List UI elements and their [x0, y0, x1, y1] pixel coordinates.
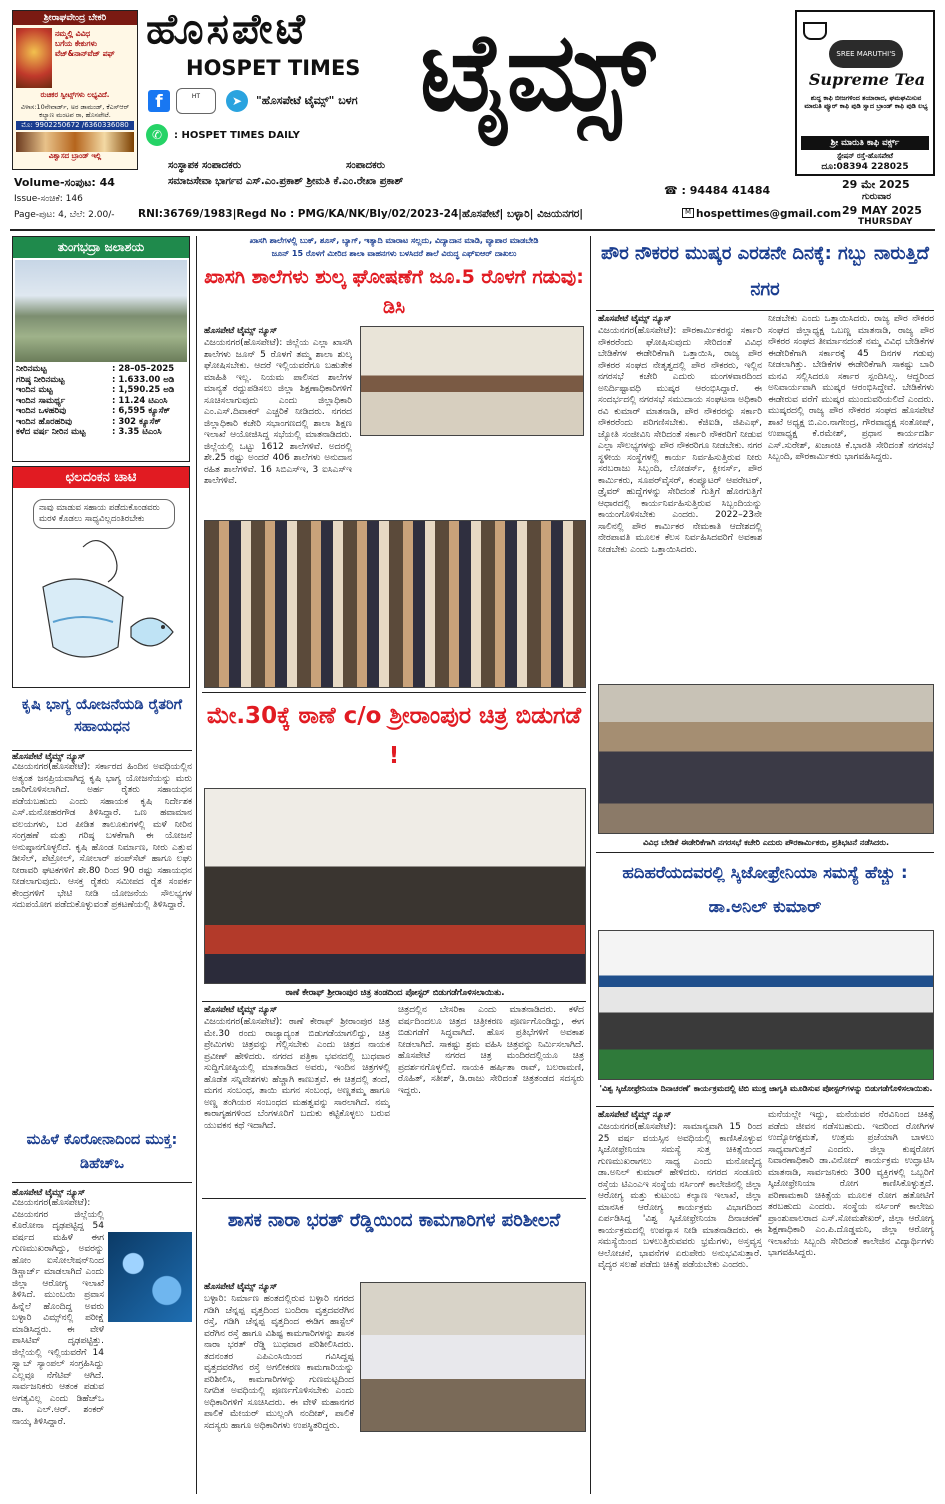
virus-image: [108, 1232, 192, 1322]
corona-article: [12, 1128, 192, 1494]
pourakarmika-byline: ಹೊಸಪೇಟೆ ಟೈಮ್ಸ್ ನ್ಯೂಸ್: [598, 314, 672, 324]
hospet-times-logo-icon: HT: [176, 88, 216, 114]
page-price: Page-ಪುಟ: 4, ಬೆಲೆ: 2.00/-: [14, 210, 115, 220]
headline-rule: [12, 1182, 192, 1183]
article-rule: [202, 1198, 586, 1199]
strike-photo: [598, 684, 934, 834]
day-english: THURSDAY: [858, 217, 913, 227]
article-rule: [202, 692, 586, 693]
tea-ad-brand: Supreme Tea: [808, 70, 926, 89]
cartoon-box: [12, 466, 190, 688]
school-byline: ಹೊಸಪೇಟೆ ಟೈಮ್ಸ್ ನ್ಯೂಸ್: [204, 326, 278, 336]
bakery-ad-line: ನಮ್ಮಲ್ಲಿ ವಿವಿಧ: [55, 29, 91, 38]
cartoon-title: ಛಲದಂಕನ ಚಾಟಿ: [13, 467, 189, 488]
pourakarmika-body-left: ವಿಜಯನಗರ(ಹೊಸಪೇಟೆ): ಪೌರಕಾರ್ಮಿಕರನ್ನು ಸರ್ಕಾರಿ ನೌಕರರೆಂದು ಘೋಷಿಸುವುದು ಸೇರಿದಂತೆ ವಿವಿಧ ಬೇಡಿಕೆಗಳ ಈಡೇರಿಕೆಗಾಗಿ ಒತ್ತಾಯಿಸಿ, ರಾಜ್ಯ ಪೌರ ನೌಕರರ ಸಂಘದ ನೇತೃತ್ವದಲ್ಲಿ ಪೌರ ನೌಕರರು, ಇಲ್ಲಿನ ನಗರಸಭೆ ಕಚೇರಿ ಎದುರು ಮಂಗಳವಾರದಿಂದ ಅನಿರ್ದಿಷ್ಟಾವಧಿ ಮುಷ್ಕರ ಆರಂಭಿಸಿದ್ದಾರೆ. ಈ ಸಂದರ್ಭದಲ್ಲಿ ನಗರಸಭೆ ಸಮುದಾಯ ಸಂಘಟನಾ ಅಧಿಕಾರಿ ರವಿ ಕುಮಾರ್ ಮಾತನಾಡಿ, ಪೌರ ನೌಕರರನ್ನು ಸರ್ಕಾರಿ ನೌಕರರೆಂದು ಪರಿಗಣಿಸಬೇಕು. ಕೆಜಿಐಡಿ, ಜಿಪಿಎಫ್, ಜ್ಯೋತಿ ಸಂಜೀವಿನಿ ಸೇರಿದಂತೆ ಸರ್ಕಾರಿ ನೌಕರರಿಗೆ ನೀಡುವ ಎಲ್ಲಾ ಸೌಲಭ್ಯಗಳನ್ನು ಪೌರ ನೌಕರರಿಗೂ ನೀಡಬೇಕು. ನಗರ ಸ್ಥಳೀಯ ಸಂಸ್ಥೆಗಳಲ್ಲಿ ಕಾರ್ಯ ನಿರ್ವಹಿಸುತ್ತಿರುವ ನೀರು ಸರಬರಾಜು ಸಿಬ್ಬಂದಿ, ಲೋಡರ್ಸ್, ಕ್ಲೀನರ್ಸ್, ಪೌರ ಕಾರ್ಮಿಕರು, ಸೂಪರ್‌ವೈಸರ್, ಕಂಪ್ಯೂಟರ್ ಆಪರೇಟರ್, ಡ್ರೈವರ್ ಹುದ್ದೆಗಳನ್ನು ಸೇರಿದಂತೆ ಗುತ್ತಿಗೆ ಹೊರಗುತ್ತಿಗೆ ಆಧಾರದಲ್ಲಿ ಕಾರ್ಯನಿರ್ವಹಿಸುತ್ತಿರುವ ಸಿಬ್ಬಂದಿಯನ್ನು ಕಾಯಂಗೊಳಿಸಬೇಕು ಎಂದರು. 2022–23ನೇ ಸಾಲಿನಲ್ಲಿ ಪೌರ ಕಾರ್ಮಿಕರ ನೇಮಕಾತಿ ಆದೇಶದಲ್ಲಿ ನೇರಪಾವತಿ ಮೂಲಕ ಕೆಲಸ ನಿರ್ವಹಿಸಿದವರಿಗೆ ಅವಕಾಶ ನೀಡಬೇಕು ಎಂದು ಒತ್ತಾಯಿಸಿದರು.: [598, 326, 762, 555]
mla-inspection-photo: [360, 1282, 586, 1432]
schizo-body-left: ವಿಜಯನಗರ(ಹೊಸಪೇಟೆ): ಸಾಮಾನ್ಯವಾಗಿ 15 ರಿಂದ 25 ವರ್ಷ ವಯಸ್ಸಿನ ಅವಧಿಯಲ್ಲಿ ಕಾಣಿಸಿಕೊಳ್ಳುವ ಸ್ಕಿಜೋಫ್ರೇನಿಯಾ ಸಮಸ್ಯೆ ಸುತ್ತ ಚಿಕಿತ್ಸೆಯಿಂದ ಗುಣಮುಖರಾಗಲು ಸಾಧ್ಯ ಎಂದು ಮನೋವೈದ್ಯ ಡಾ.ಅನಿಲ್ ಕುಮಾರ್ ಹೇಳಿದರು. ನಗರದ ಸಂಡೂರು ರಸ್ತೆಯ ಟಿಎಂಎಇ ಸಂಸ್ಥೆಯ ನರ್ಸಿಂಗ್ ಕಾಲೇಜಿನಲ್ಲಿ ಜಿಲ್ಲಾ ಆರೋಗ್ಯ ಮತ್ತು ಕುಟುಂಬ ಕಲ್ಯಾಣ ಇಲಾಖೆ, ಜಿಲ್ಲಾ ಮಾನಸಿಕ ಆರೋಗ್ಯ ಕಾರ್ಯಕ್ರಮ ವಿಭಾಗದಿಂದ ಏರ್ಪಡಿಸಿದ್ದ 'ವಿಶ್ವ ಸ್ಕಿಜೋಫ್ರೇನಿಯಾ ದಿನಾಚರಣೆ' ಕಾರ್ಯಕ್ರಮದಲ್ಲಿ ಉಪನ್ಯಾಸ ನೀಡಿ ಮಾತನಾಡಿದರು. ಈ ಸಮಸ್ಯೆಯಿಂದ ಬಳಲುತ್ತಿರುವವರು ಭ್ರಮೆಗಳು, ಅಸ್ತವ್ಯಸ್ತ ಆಲೋಚನೆ, ಭಾವನೆಗಳ ಏರುಪೇರು ಅನುಭವಿಸುತ್ತಾರೆ. ವೈದ್ಯರ ಸಲಹೆ ಪಡೆದು ಚಿಕಿತ್ಸೆ ಪಡೆಯಬೇಕು ಎಂದರು.: [598, 1122, 762, 1270]
whatsapp-icon[interactable]: ✆: [146, 124, 168, 146]
masthead-title-english: HOSPET TIMES: [186, 56, 361, 80]
column-rule: [196, 236, 197, 1494]
schizo-event-photo: [598, 930, 934, 1080]
schizo-caption: 'ವಿಶ್ವ ಸ್ಕಿಜೋಫ್ರೇನಿಯಾ ದಿನಾಚರಣೆ' ಕಾರ್ಯಕ್ರಮದಲ್ಲಿ ಟಿಬಿ ಮುಕ್ತ ಜಾಗೃತಿ ಮೂಡಿಸುವ ಪೋಸ್ಟರ್‌ಗಳನ್ನು ಬಿಡುಗಡೆಗೊಳಿಸಲಾಯಿತು.: [599, 1084, 933, 1093]
film-byline: ಹೊಸಪೇಟೆ ಟೈಮ್ಸ್ ನ್ಯೂಸ್: [204, 1005, 278, 1015]
dam-row-label: ನೀರಿನಮಟ್ಟ: [16, 364, 47, 374]
school-meeting-photo: [204, 520, 586, 688]
cartoon-caption: ನಾವು ಮಾಡುವ ಸಹಾಯ ಪಡೆದುಕೊಂಡವರು ಮರಳಿ ಕೊಡಲು ಸಾಧ್ಯವಿಲ್ಲದಂತಿರಬೇಕು: [33, 499, 175, 529]
day-kannada: ಗುರುವಾರ: [862, 192, 892, 202]
cake-image: [16, 132, 134, 152]
school-meeting-photo-small: [360, 326, 584, 436]
film-body-left: ವಿಜಯನಗರ(ಹೊಸಪೇಟೆ): ಠಾಣೆ ಕೇರಾಫ್ ಶ್ರೀರಾಂಪುರ ಚಿತ್ರ ಮೇ.30 ರಂದು ರಾಜ್ಯಾದ್ಯಂತ ಬಿಡುಗಡೆಯಾಗಲಿದ್ದು, ಚಿತ್ರ ಪ್ರೇಮಿಗಳು ಚಿತ್ರವನ್ನು ಗೆಲ್ಲಿಸಬೇಕು ಎಂದು ಚಿತ್ರದ ನಾಯಕ ಪ್ರವೀಣ್ ಹೇಳಿದರು. ನಗರದ ಪತ್ರಿಕಾ ಭವನದಲ್ಲಿ ಬುಧವಾರ ಸುದ್ದಿಗೋಷ್ಠಿಯಲ್ಲಿ ಮಾತನಾಡಿದ ಅವರು, ಇಂದಿನ ಚಿತ್ರಗಳಲ್ಲಿ ಹೊಡೆತ ಸನ್ನಿವೇಶಗಳು ಹೆಚ್ಚಾಗಿ ಕಾಣುತ್ತವೆ. ಈ ಚಿತ್ರದಲ್ಲಿ ತಂದೆ, ಮಗನ ಸಂಬಂಧ, ತಾಯಿ ಮಗನ ಸಂಬಂಧ, ಅಣ್ಣತಮ್ಮ ಹಾಗೂ ಅಣ್ಣ ತಂಗಿಯರ ಸಂಬಂಧದ ಮಹತ್ವವನ್ನು ಸಾರಲಾಗಿದೆ. ನಮ್ಮ ಕಾರಾಗೃಹಗಳಿಂದ ಬೆಂಗಳೂರಿಗೆ ಬದುಕು ಕಟ್ಟಿಕೊಳ್ಳಲು ಬರುವ ಯುವಕನ ಕಥೆ ಇದಾಗಿದೆ.: [204, 1017, 390, 1131]
corona-byline: ಹೊಸಪೇಟೆ ಟೈಮ್ಸ್ ನ್ಯೂಸ್: [12, 1188, 86, 1198]
corona-body: ವಿಜಯನಗರ(ಹೊಸಪೇಟೆ): ವಿಜಯನಗರ ಜಿಲ್ಲೆಯಲ್ಲಿ ಕೊರೋನಾ ದೃಢಪಟ್ಟಿದ್ದ 54 ವರ್ಷದ ಮಹಿಳೆ ಈಗ ಗುಣಮುಖರಾಗಿದ್ದು, ಅವರನ್ನು ಹೋಂ ಐಸೋಲೇಷನ್‌ನಿಂದ ಡಿಸ್ಚಾರ್ಜ್ ಮಾಡಲಾಗಿದೆ ಎಂದು ಜಿಲ್ಲಾ ಆರೋಗ್ಯ ಇಲಾಖೆ ತಿಳಿಸಿದೆ. ಮುಂಬಯಿ ಪ್ರವಾಸ ಹಿನ್ನೆಲೆ ಹೊಂದಿದ್ದ ಅವರು ಬಳ್ಳಾರಿ ವಿಮ್ಸ್‌ನಲ್ಲಿ ಪರೀಕ್ಷೆ ಮಾಡಿಸಿದ್ದರು. ಈ ವೇಳೆ ಪಾಸಿಟಿವ್ ದೃಢಪಟ್ಟಿತ್ತು. ಜಿಲ್ಲೆಯಲ್ಲಿ ಇಲ್ಲಿಯವರೆಗೆ 14 ಸ್ವ್ಯಾಬ್ ಸ್ಯಾಂಪಲ್ ಸಂಗ್ರಹಿಸಿದ್ದು ಎಲ್ಲವೂ ನೆಗೆಟಿವ್ ಆಗಿದೆ. ಸಾರ್ವಜನಿಕರು ಆತಂಕ ಪಡುವ ಅಗತ್ಯವಿಲ್ಲ ಎಂದು ಡಿಹೆಚ್‌ಒ ಡಾ. ಎಲ್.ಆರ್. ಶಂಕರ್ ನಾಯ್ಕ ತಿಳಿಸಿದ್ದಾರೆ.: [12, 1198, 104, 1427]
dam-row-value: : 6,595 ಕ್ಯೂಸೆಕ್: [112, 406, 171, 416]
dam-row: [16, 375, 186, 386]
editor-label: ಸಂಪಾದಕರು: [346, 160, 386, 171]
bakery-ad-phone: ಮೊ: 9902250672 /6360336080: [16, 121, 134, 130]
tea-ad-desc: ಶುದ್ಧ ಕಾಫಿ ಬೀಜಗಳಿಂದ ತಯಾರಾದ, ಘಮಘಮಿಸುವ ಮಾರುತಿ ಪ್ಯೂರ್ ಕಾಫಿ ಪುಡಿ ಸ್ವಾದ ಬ್ರಾಂಡ್ ಕಾಫಿ ಪುಡಿ ಲಭ್ಯ: [804, 94, 928, 110]
headline-rule: [12, 750, 192, 751]
cartoon-drawing: [13, 527, 189, 687]
editor-names: ಸಮಾಜಸೇವಾ ಭಾರ್ಗವ ಎಸ್.ಎಂ.ಪ್ರಕಾಶ್ ಶ್ರೀಮತಿ ಕೆ.ಎಂ.ರೇಖಾ ಪ್ರಕಾಶ್: [168, 176, 404, 187]
mla-byline: ಹೊಸಪೇಟೆ ಟೈಮ್ಸ್ ನ್ಯೂಸ್: [204, 1282, 278, 1292]
issue: Issue-ಸಂಚಿಕೆ: 146: [14, 194, 83, 204]
telegram-icon[interactable]: ➤: [226, 90, 248, 112]
masthead-divider: [10, 229, 935, 231]
bakery-ad-address: ವಿಳಾಸ:10ನೇವಾರ್ಡ್, ಅರ ಡಾಮಂಡ್, ಕೆಎಸ್ಆರ್ ಕಲ್ಯಾಣ ಮಂಟಪ ರಾ, ಹೊಸಪೇಟೆ.: [20, 103, 130, 119]
article-rule: [596, 1106, 934, 1107]
corona-headline: ಮಹಿಳೆ ಕೊರೋನಾದಿಂದ ಮುಕ್ತ: ಡಿಹೆಚ್‌ಒ: [26, 1132, 178, 1172]
column-rule: [590, 236, 591, 1494]
dam-row-value: : 28–05–2025: [112, 364, 175, 374]
social-handle: "ಹೊಸಪೇಟೆ ಟೈಮ್ಸ್" ಬಳಗ: [256, 94, 358, 107]
article-rule: [596, 852, 934, 853]
krishi-byline: ಹೊಸಪೇಟೆ ಟೈಮ್ಸ್ ನ್ಯೂಸ್: [12, 752, 86, 762]
dam-row-value: : 1.633.00 ಅಡಿ: [112, 374, 175, 385]
bakery-ad-title: ಶ್ರೀರಾಘವೇಂದ್ರ ಬೇಕರಿ: [13, 11, 137, 25]
whatsapp-handle: : HOSPET TIMES DAILY: [174, 130, 300, 141]
tea-cup-icon: [803, 22, 827, 40]
tea-ad-brand-top: SREE MARUTHI'S: [829, 40, 903, 68]
dam-row-value: : 302 ಕ್ಯೂಸೆಕ್: [112, 416, 161, 427]
schizo-byline: ಹೊಸಪೇಟೆ ಟೈಮ್ಸ್ ನ್ಯೂಸ್: [598, 1110, 672, 1120]
dam-row: [16, 385, 186, 396]
tea-ad: [795, 10, 935, 176]
dam-row-label: ಗರಿಷ್ಠ ನೀರಿನಮಟ್ಟ: [16, 374, 65, 385]
film-poster-photo: [204, 788, 586, 984]
bakery-ad: [12, 10, 138, 170]
bakery-ad-line: ವೆಜ್&ನಾನ್‌ವೆಜ್ ಪಫ್: [55, 49, 115, 58]
school-headline: ಖಾಸಗಿ ಶಾಲೆಗಳು ಶುಲ್ಕ ಘೋಷಣೆಗೆ ಜೂ.5 ರೊಳಗೆ ಗಡುವು: ಡಿಸಿ: [204, 266, 584, 318]
tea-ad-address: ಸ್ಟೇಷನ್ ರಸ್ತೆ-ಹೊಸಪೇಟೆ: [836, 152, 894, 160]
school-kicker: ಖಾಸಗಿ ಶಾಲೆಗಳಲ್ಲಿ ಬುಕ್, ಶೂಸ್, ಬ್ಯಾಗ್, ಇತ್ಯಾದಿ ಮಾರಾಟ ಸಲ್ಲದು, ವಿದ್ಯಾದಾನ ಮಾಡಿ, ವ್ಯಾಪಾರ ಮಾಡಬೇಡಿ: [249, 236, 539, 245]
founder-label: ಸಂಸ್ಥಾಪಕ ಸಂಪಾದಕರು: [168, 160, 242, 171]
dam-row-label: ಇಂದಿನ ಸಾಮರ್ಥ್ಯ: [16, 395, 66, 406]
dam-table: [13, 364, 189, 438]
facebook-icon[interactable]: f: [148, 90, 170, 112]
strike-caption: ವಿವಿಧ ಬೇಡಿಕೆ ಈಡೇರಿಕೆಗಾಗಿ ನಗರಸಭೆ ಕಚೇರಿ ಎದುರು ಪೌರಕಾರ್ಮಿಕರು, ಪ್ರತಿಭಟನೆ ನಡೆಸಿದರು.: [643, 838, 889, 847]
volume: Volume-ಸಂಪುಟ: 44: [14, 176, 115, 189]
dam-row: [16, 417, 186, 428]
film-caption: ಠಾಣೆ ಕೇರಾಫ್ ಶ್ರೀರಾಂಪುರ ಚಿತ್ರ ತಂಡದಿಂದ ಪೋಸ್ಟರ್ ಬಿಡುಗಡೆಗೊಳಿಸಲಾಯಿತು.: [285, 988, 505, 998]
krishi-body: ವಿಜಯನಗರ(ಹೊಸಪೇಟೆ): ಸರ್ಕಾರದ ಹಿಂದಿನ ಅವಧಿಯಲ್ಲಿನ ಅತ್ಯಂತ ಜನಪ್ರಿಯವಾಗಿದ್ದ ಕೃಷಿ ಭಾಗ್ಯ ಯೋಜನೆಯನ್ನು ಮರು ಜಾರಿಗೊಳಿಸಲಾಗಿದೆ. ಅರ್ಹ ರೈತರು ಸಹಾಯಧನ ಪಡೆಯಬಹುದು ಎಂದು ಸಹಾಯಕ ಕೃಷಿ ನಿರ್ದೇಶಕ ಎಸ್.ಮನೋಹರಗೌಡ ತಿಳಿಸಿದ್ದಾರೆ. ಒಣ ಹವಾಮಾನ ವಲಯಗಳು, ಬರ ಪೀಡಿತ ತಾಲೂಕುಗಳಲ್ಲಿ ಮಳೆ ನೀರಿನ ಸಂಗ್ರಹಣೆ ಮತ್ತು ಗರಿಷ್ಠ ಬಳಕೆಗಾಗಿ ಈ ಯೋಜನೆ ಅನುಷ್ಠಾನಗೊಳ್ಳಲಿದೆ. ಕೃಷಿ ಹೊಂಡ ನಿರ್ಮಾಣ, ನೀರು ಎತ್ತುವ ಡೀಸೆಲ್, ಪೆಟ್ರೋಲ್, ಸೋಲಾರ್ ಪಂಪ್‌ಸೆಟ್ ಹಾಗೂ ಲಘು ನೀರಾವರಿ ಘಟಕಗಳಿಗೆ ಶೇ.80 ರಿಂದ 90 ರಷ್ಟು ಸಹಾಯಧನ ನೀಡಲಾಗುವುದು. ಆಸಕ್ತ ರೈತರು ಸಮೀಪದ ರೈತ ಸಂಪರ್ಕ ಕೇಂದ್ರಗಳಿಗೆ ಭೇಟಿ ನೀಡಿ ಯೋಜನೆಯ ಸೌಲಭ್ಯಗಳ ಸದುಪಯೋಗ ಪಡೆದುಕೊಳ್ಳುವಂತೆ ಪ್ರಕಟಣೆಯಲ್ಲಿ ತಿಳಿಸಿದ್ದಾರೆ.: [12, 762, 192, 910]
krishi-article: [12, 694, 192, 1124]
headline-rule: [596, 310, 934, 311]
dam-photo: [15, 260, 187, 362]
film-body-right: ಚಿತ್ರದಲ್ಲಿನ ಬೇಸರಿಕಾ ಎಂದು ಮಾತನಾಡಿದರು. ಕಳೆದ ವರ್ಷದಿಂದಲೂ ಚಿತ್ರದ ಚಿತ್ರೀಕರಣ ಪೂರ್ಣಗೊಂಡಿದ್ದು, ಈಗ ಬಿಡುಗಡೆಗೆ ಸಿದ್ಧವಾಗಿದೆ. ಹೊಸ ಪ್ರತಿಭೆಗಳಿಗೆ ಅವಕಾಶ ನೀಡಲಾಗಿದೆ. ಸಾಕಷ್ಟು ಶ್ರಮ ವಹಿಸಿ ಚಿತ್ರವನ್ನು ನಿರ್ಮಿಸಲಾಗಿದೆ. ಹೊಸಪೇಟೆ ನಗರದ ಚಿತ್ರ ಮಂದಿರದಲ್ಲಿಯೂ ಚಿತ್ರ ಪ್ರದರ್ಶನಗೊಳ್ಳಲಿದೆ. ನಾಯಕಿ ಹರ್ಷಿತಾ ರಾವ್, ಬಲರಾಮಣಿ, ರೊಹಿತ್, ಸತೀಶ್, ಡಿ.ರಾಜು ಸೇರಿದಂತೆ ಚಿತ್ರತಂಡದ ಸದಸ್ಯರು ಇದ್ದರು.: [398, 1005, 584, 1096]
tea-ad-phone: ದೂ:08394 228025: [821, 162, 909, 172]
mla-headline: ಶಾಸಕ ನಾರಾ ಭರತ್ ರೆಡ್ಡಿಯಿಂದ ಕಾಮಗಾರಿಗಳ ಪರಿಶೀಲನೆ: [227, 1210, 561, 1231]
dam-row-label: ಇಂದಿನ ಮಟ್ಟ: [16, 385, 53, 395]
schizo-body-right: ಮನೆಯಲ್ಲೇ ಇದ್ದು, ಮನೆಯವರ ನೆರವಿನಿಂದ ಚಿಕಿತ್ಸೆ ಪಡೆದು ಜೀವನ ನಡೆಸಬಹುದು. ಇದರಿಂದ ರೋಗಿಗಳ ಉದ್ಯೋಗಕ್ಷಮತೆ, ಉತ್ತಮ ಪ್ರಜೆಯಾಗಿ ಬಾಳಲು ಸಾಧ್ಯವಾಗುತ್ತದೆ ಎಂದರು. ಜಿಲ್ಲಾ ಕುಷ್ಠರೋಗ ನಿವಾರಣಾಧಿಕಾರಿ ಡಾ.ವಿನೋದ್ ಕಾರ್ಯಕ್ರಮ ಉದ್ಘಾಟಿಸಿ ಮಾತನಾಡಿ, ಸಾರ್ವಜನಿಕರು 300 ವ್ಯಕ್ತಿಗಳಲ್ಲಿ ಒಬ್ಬರಿಗೆ ಸ್ಕಿಜೋಫ್ರೇನಿಯಾ ರೋಗ ಕಾಣಿಸಿಕೊಳ್ಳುತ್ತದೆ. ಪರಿಣಾಮಕಾರಿ ಚಿಕಿತ್ಸೆಯ ಮೂಲಕ ರೋಗ ಹತೋಟಿಗೆ ತರಬಹುದು ಎಂದರು. ಸಂಸ್ಥೆಯ ನರ್ಸಿಂಗ್ ಕಾಲೇಜು ಪ್ರಾಂಶುಪಾಲರಾದ ಎಸ್.ಸೋಮಶೇಖರ್, ಜಿಲ್ಲಾ ಆರೋಗ್ಯ ಶಿಕ್ಷಣಾಧಿಕಾರಿ ಎಂ.ಪಿ.ದೊಡ್ಡಮನಿ, ಜಿಲ್ಲಾ ಆರೋಗ್ಯ ಇಲಾಖೆಯ ಸಿಬ್ಬಂದಿ ಸೇರಿದಂತೆ ಕಾಲೇಜಿನ ವಿದ್ಯಾರ್ಥಿಗಳು ಭಾಗವಹಿಸಿದ್ದರು.: [768, 1110, 934, 1258]
registration-line: RNI:36769/1983|Regd No : PMG/KA/NK/Bly/02/2023-24|ಹೊಸಪೇಟೆ| ಬಳ್ಳಾರಿ| ವಿಜಯನಗರ|: [138, 208, 584, 220]
deity-image: [16, 28, 52, 88]
dam-row-label: ಇಂದಿನ ಹೊರಹರಿವು: [16, 416, 72, 427]
dam-row: [16, 406, 186, 417]
dam-row: [16, 427, 186, 438]
school-body: ವಿಜಯನಗರ(ಹೊಸಪೇಟೆ): ಜಿಲ್ಲೆಯ ಎಲ್ಲಾ ಖಾಸಗಿ ಶಾಲೆಗಳು ಜೂನ್ 5 ರೊಳಗೆ ತಮ್ಮ ಶಾಲಾ ಶುಲ್ಕ ಘೋಷಿಸಬೇಕು. ಆದರೆ ಇಲ್ಲಿಯವರೆಗೂ ಬಹುತೇಕ ಮಾಹಿತಿ ಇಲ್ಲ. ನಿಯಮ ಪಾಲಿಸದ ಶಾಲೆಗಳ ಮಾನ್ಯತೆ ರದ್ದುಪಡಿಸಲು ಜಿಲ್ಲಾ ಶಿಕ್ಷಣಾಧಿಕಾರಿಗಳಿಗೆ ಸೂಚಿಸಲಾಗುವುದು ಎಂದು ಜಿಲ್ಲಾಧಿಕಾರಿ ಎಂ.ಎಸ್.ದಿವಾಕರ್ ಎಚ್ಚರಿಕೆ ನೀಡಿದರು. ನಗರದ ಜಿಲ್ಲಾಧಿಕಾರಿ ಕಚೇರಿ ಸಭಾಂಗಣದಲ್ಲಿ ಶಾಲಾ ಶಿಕ್ಷಣ ಇಲಾಖೆ ಆಯೋಜಿಸಿದ್ದ ಸಭೆಯಲ್ಲಿ ಮಾತನಾಡಿದರು. ಜಿಲ್ಲೆಯಲ್ಲಿ ಒಟ್ಟು 1612 ಶಾಲೆಗಳಿವೆ. ಅದರಲ್ಲಿ ಶೇ.25 ರಷ್ಟು ಅಂದರೆ 406 ಶಾಲೆಗಳು ಅನುದಾನ ರಹಿತ ಶಾಲೆಗಳಿವೆ. 16 ಸಿಬಿಎಸ್‌ಇ, 3 ಐಸಿಎಸ್‌ಇ ಶಾಲೆಗಳಿವೆ.: [204, 338, 352, 486]
dam-row-label: ಇಂದಿನ ಒಳಹರಿವು: [16, 406, 67, 416]
dam-row-label: ಕಳೆದ ವರ್ಷ ನೀರಿನ ಮಟ್ಟ: [16, 427, 86, 437]
bakery-ad-line: ರುಚಿಕರ ಸ್ವೀಟ್ಸ್‌ಗಳು ಲಭ್ಯವಿದೆ.: [40, 91, 110, 99]
date-english: 29 MAY 2025: [842, 204, 922, 217]
dam-row-value: : 11.24 ಟಿಎಂಸಿ: [112, 395, 168, 406]
masthead-title-kannada: ಹೊಸಪೇಟೆ: [146, 4, 308, 53]
dam-box: [12, 236, 190, 462]
email-icon: M: [682, 208, 694, 218]
school-kicker-2: ಜೂನ್ 15 ರೊಳಗೆ ಮೀರಿದ ಶಾಲಾ ವಾಹನಗಳು ಬಳಸಿದರೆ ಶಾಲೆ ವಿರುದ್ಧ ಎಫ್‌ಐಆರ್ ದಾಖಲು: [271, 249, 517, 258]
dam-row: [16, 364, 186, 375]
schizo-headline: ಹದಿಹರೆಯದವರಲ್ಲಿ ಸ್ಕಿಜೋಫ್ರೇನಿಯಾ ಸಮಸ್ಯೆ ಹೆಚ್ಚು : ಡಾ.ಅನಿಲ್ ಕುಮಾರ್: [622, 863, 908, 916]
pourakarmika-headline: ಪೌರ ನೌಕರರ ಮುಷ್ಕರ ಎರಡನೇ ದಿನಕ್ಕೆ: ಗಬ್ಬು ನಾರುತ್ತಿದೆ ನಗರ: [600, 243, 930, 300]
phone-number: ☎ : 94484 41484: [664, 184, 771, 197]
bakery-ad-line: ಬಗೆಯ ಕೇಕುಗಳು: [55, 39, 97, 48]
tea-ad-shop: ಶ್ರೀ ಮಾರುತಿ ಕಾಫಿ ವರ್ಕ್ಸ್: [801, 136, 929, 150]
masthead-title-big: ಟೈಮ್ಸ್: [420, 10, 655, 135]
email-address: hospettimes@gmail.com: [696, 208, 842, 220]
dam-row-value: : 3.35 ಟಿಎಂಸಿ: [112, 427, 162, 437]
pourakarmika-body-right: ನೀಡಬೇಕು ಎಂದು ಒತ್ತಾಯಿಸಿದರು. ರಾಜ್ಯ ಪೌರ ನೌಕರರ ಸಂಘದ ಜಿಲ್ಲಾಧ್ಯಕ್ಷ ಒಬಣ್ಣ ಮಾತನಾಡಿ, ರಾಜ್ಯ ಪೌರ ನೌಕರರ ಸಂಘದ ತೀರ್ಮಾನದಂತೆ ನಮ್ಮ ವಿವಿಧ ಬೇಡಿಕೆಗಳ ಈಡೇರಿಕೆಗಾಗಿ ಸರ್ಕಾರಕ್ಕೆ 45 ದಿನಗಳ ಗಡುವು ನೀಡಲಾಗಿತ್ತು. ಬೇಡಿಕೆಗಳ ಈಡೇರಿಕೆಗಾಗಿ ಸಾಕಷ್ಟು ಬಾರಿ ಮನವಿ ಸಲ್ಲಿಸಿದರೂ ಸರ್ಕಾರ ಸ್ಪಂದಿಸಿಲ್ಲ. ಆದ್ದರಿಂದ ಅನಿವಾರ್ಯವಾಗಿ ಮುಷ್ಕರ ಆರಂಭಿಸಿದ್ದೇವೆ. ಬೇಡಿಕೆಗಳು ಈಡೇರುವ ವರೆಗೆ ಮುಷ್ಕರ ಮುಂದುವರಿಯಲಿದೆ ಎಂದರು. ಮುಷ್ಕರದಲ್ಲಿ ರಾಜ್ಯ ಪೌರ ನೌಕರರ ಸಂಘದ ಹೊಸಪೇಟೆ ಶಾಖೆ ಅಧ್ಯಕ್ಷ ಬಿ.ಎಂ.ನಾಗೇಂದ್ರ, ಗೌರವಾಧ್ಯಕ್ಷ ಸಂತೋಷ್, ಉಪಾಧ್ಯಕ್ಷ ಕೆ.ರಮೇಶ್, ಪ್ರಧಾನ ಕಾರ್ಯದರ್ಶಿ ಎಸ್.ಸುರೇಶ್, ಖಜಾಂಚಿ ಕೆ.ಭಾರತಿ ಸೇರಿದಂತೆ ನಗರಸಭೆ ಸಿಬ್ಬಂದಿ, ಪೌರಕಾರ್ಮಿಕರು ಭಾಗವಹಿಸಿದ್ದರು.: [768, 314, 934, 462]
krishi-headline: ಕೃಷಿ ಭಾಗ್ಯ ಯೋಜನೆಯಡಿ ರೈತರಿಗೆ ಸಹಾಯಧನ: [21, 697, 183, 735]
dam-row: [16, 396, 186, 407]
film-headline: ಮೇ.30ಕ್ಕೆ ಠಾಣೆ c/o ಶ್ರೀರಾಂಪುರ ಚಿತ್ರ ಬಿಡುಗಡೆ !: [206, 703, 582, 769]
dam-row-value: : 1,590.25 ಅಡಿ: [112, 385, 175, 395]
dam-title: ತುಂಗಭದ್ರಾ ಜಲಾಶಯ: [13, 237, 189, 258]
bakery-ad-footer: ವಿಶ್ವಾಸದ ಬ್ರಾಂಡ್ ಇಲ್ಲಿ: [48, 152, 102, 160]
date-kannada: 29 ಮೇ 2025: [842, 178, 910, 191]
mla-body: ಬಳ್ಳಾರಿ: ನಿರ್ಮಾಣ ಹಂತದಲ್ಲಿರುವ ಬಳ್ಳಾರಿ ನಗರದ ಗಡಿಗಿ ಚೆನ್ನಪ್ಪ ವೃತ್ತದಿಂದ ಬಂದಿರಾ ವೃತ್ತದವರೆಗಿನ ರಸ್ತೆ, ಗಡಿಗಿ ಚೆನ್ನಪ್ಪ ವೃತ್ತದಿಂದ ಈಡಿಗ ಹಾಸ್ಟೆಲ್ ವರೆಗಿನ ರಸ್ತೆ ಹಾಗೂ ವಿಶಿಷ್ಟ ಕಾಮಗಾರಿಗಳನ್ನು ಶಾಸಕ ನಾರಾ ಭರತ್ ರೆಡ್ಡಿ ಬುಧವಾರ ಪರಿಶೀಲಿಸಿದರು. ತದನಂತರ ಎಪಿಎಂಸಿಯಿಂದ ಗವಿಸಿದ್ದಪ್ಪ ವೃತ್ತದವರೆಗಿನ ರಸ್ತೆ ಅಗಲೀಕರಣ ಕಾಮಗಾರಿಯನ್ನು ಪರಿಶೀಲಿಸಿ, ಕಾಮಗಾರಿಗಳನ್ನು ಗುಣಮಟ್ಟದಿಂದ ನಿಗದಿತ ಅವಧಿಯಲ್ಲಿ ಪೂರ್ಣಗೊಳಿಸಬೇಕು ಎಂದು ಅಧಿಕಾರಿಗಳಿಗೆ ಸೂಚಿಸಿದರು. ಈ ವೇಳೆ ಮಹಾನಗರ ಪಾಲಿಕೆ ಮೇಯರ್ ಮುಲ್ಲಂಗಿ ನಂದೀಶ್, ಪಾಲಿಕೆ ಸದಸ್ಯರು ಹಾಗೂ ಅಧಿಕಾರಿಗಳು ಉಪಸ್ಥಿತರಿದ್ದರು.: [204, 1294, 354, 1431]
article-rule: [202, 1001, 586, 1002]
